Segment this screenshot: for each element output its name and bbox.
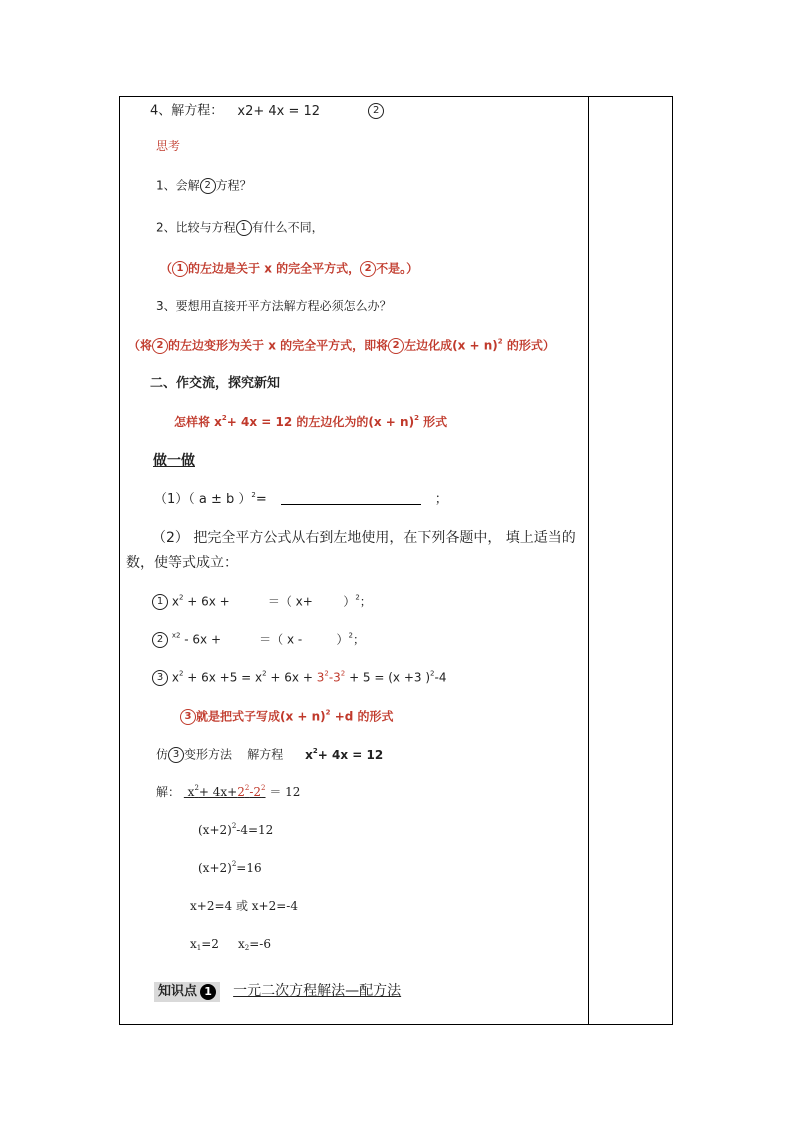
e3-red-a: 3 — [316, 670, 325, 685]
t1-text-a: 1、会解 — [156, 178, 200, 193]
practice-1 — [154, 492, 448, 506]
answer-2 — [128, 338, 555, 354]
sol3-b: =16 — [236, 861, 262, 875]
e1-sup: 2 — [178, 593, 184, 602]
t1-text-b: 方程？ — [215, 178, 252, 193]
p1-text-c: ； — [434, 492, 448, 507]
circled-2-icon: 2 — [360, 261, 376, 277]
sol5-b: =2 x — [201, 937, 245, 951]
circled-3-icon: 3 — [180, 709, 196, 725]
circled-1-icon: 1 — [152, 594, 168, 610]
e1-text-c: ； — [359, 594, 372, 609]
imitate-line — [156, 747, 383, 763]
thought-3: 3、要想用直接开平方法解方程必须怎么办？ — [156, 299, 392, 313]
e1-text-a: x — [171, 594, 179, 609]
exercise-1 — [152, 594, 372, 610]
e3n-sup: 2 — [325, 708, 331, 717]
solution-step-1 — [156, 785, 300, 798]
table-column-divider — [588, 96, 589, 1025]
solution-step-1-expr — [184, 785, 266, 799]
e3-text-e: -4 — [434, 670, 447, 685]
e3-text-a: x — [171, 670, 179, 685]
e3-red-b: -3 — [328, 670, 341, 685]
e3-red-sup: 2 — [324, 669, 329, 678]
a1-text-a: （ — [160, 261, 173, 276]
circled-1-icon: 1 — [236, 220, 252, 236]
t2-text-b: 有什么不同， — [251, 220, 324, 235]
answer-1 — [160, 261, 418, 277]
e1-sup-2: 2 — [355, 593, 360, 602]
circled-3-icon: 3 — [168, 747, 184, 763]
e1-text-b: + 6x + ＝（ x+ ） — [183, 594, 356, 609]
e3n-text-a: 就是把式子写成(x + n) — [196, 709, 326, 724]
p1-text-b: = — [255, 492, 267, 507]
section-2-heading: 二、作交流，探究新知 — [150, 376, 281, 391]
solution-step-2 — [198, 823, 273, 836]
a2-superscript: 2 — [497, 337, 503, 346]
knowledge-point-badge — [154, 982, 220, 1002]
exercise-2 — [152, 632, 365, 648]
sol1-sup: 2 — [194, 784, 199, 792]
sol2-sup: 2 — [231, 822, 237, 830]
q4-equation: x2+ 4x = 12 — [237, 103, 321, 119]
thought-2 — [156, 220, 324, 236]
circled-2-icon: 2 — [152, 632, 168, 648]
question-4 — [150, 103, 384, 119]
practice-2-line-1: （2） 把完全平方公式从右到左地使用，在下列各题中， 填上适当的 — [152, 530, 576, 546]
sol5-sub: 1 — [196, 944, 202, 952]
sol5-c: =-6 — [249, 937, 271, 951]
how-sup-2: 2 — [414, 414, 419, 422]
circled-2-icon: 2 — [388, 338, 404, 354]
answer-blank[interactable] — [281, 492, 421, 505]
how-question — [174, 415, 447, 428]
e3-sup-3: 2 — [430, 669, 435, 678]
imit-eq-a: x — [305, 747, 313, 762]
how-text-c: 形式 — [418, 415, 448, 429]
e3n-text-b: +d 的形式 — [330, 709, 394, 724]
circled-1-icon: 1 — [172, 261, 188, 277]
e3-sup-2: 2 — [262, 669, 267, 678]
sol5-sub-2: 2 — [244, 944, 250, 952]
a2-text-b: 的左边变形为关于 x 的完全平方式，即将 — [168, 338, 389, 353]
solution-label: 解： — [156, 785, 181, 799]
a2-text-a: （将 — [128, 338, 153, 353]
exercise-3-note — [180, 709, 394, 725]
e2-sup: x2 — [171, 631, 181, 640]
q4-prefix: 4、解方程： — [150, 103, 224, 119]
t2-text-a: 2、比较与方程 — [156, 220, 236, 235]
e3-sup: 2 — [178, 669, 184, 678]
circled-2-icon: 2 — [152, 338, 168, 354]
sol1-b: + 4x+ — [198, 785, 238, 799]
solution-step-4: x+2=4 或 x+2=-4 — [190, 899, 298, 913]
do-it-heading: 做一做 — [153, 453, 195, 469]
circled-2-icon: 2 — [368, 103, 384, 119]
sol3-a: (x+2) — [198, 861, 232, 875]
a1-text-c: 不是。） — [376, 261, 419, 276]
solution-step-3 — [198, 861, 262, 874]
how-text-a: 怎样将 x — [174, 415, 222, 429]
sol1-red: 2 — [237, 785, 245, 799]
number-1-icon: 1 — [200, 984, 216, 1000]
e2-sup-2: 2 — [348, 631, 354, 640]
circled-2-icon: 2 — [200, 178, 216, 194]
sol1-c: ＝ 12 — [265, 785, 301, 799]
imit-eq-b: + 4x = 12 — [317, 747, 384, 762]
sol2-b: -4=12 — [236, 823, 274, 837]
think-label: 思考 — [156, 139, 181, 153]
how-text-b: + 4x = 12 的左边化为的(x + n) — [226, 415, 415, 429]
e2-text-c: ； — [353, 632, 366, 647]
e3-text-c: + 6x + — [266, 670, 317, 685]
sol1-red-sup-2: 2 — [261, 784, 266, 792]
sol3-sup: 2 — [231, 860, 237, 868]
e3-text-d: + 5 = (x +3 ) — [345, 670, 431, 685]
a2-text-d: 的形式） — [502, 338, 555, 353]
exercise-3 — [152, 670, 446, 686]
circled-3-icon: 3 — [152, 670, 168, 686]
knowledge-point-title: 一元二次方程解法—配方法 — [233, 983, 402, 999]
imit-sup: 2 — [312, 746, 318, 755]
solution-step-5 — [190, 938, 271, 952]
p1-sup: 2 — [251, 491, 256, 499]
sol1-a: x — [183, 785, 195, 799]
p1-text-a: （1）（ a ± b ） — [154, 492, 252, 507]
e2-text-b: - 6x + ＝（ x - ） — [180, 632, 349, 647]
practice-2-line-2: 数，使等式成立： — [126, 555, 238, 571]
sol1-red-b: -2 — [249, 785, 262, 799]
sol2-a: (x+2) — [198, 823, 232, 837]
imit-text-b: 变形方法 解方程 — [184, 747, 284, 762]
a1-text-b: 的左边是关于 x 的完全平方式， — [188, 261, 361, 276]
e3-text-b: + 6x +5 = x — [183, 670, 263, 685]
how-sup-1: 2 — [221, 414, 227, 422]
thought-1 — [156, 178, 252, 194]
a2-text-c: 左边化成(x + n) — [404, 338, 498, 353]
sol5-a: x — [190, 937, 197, 951]
knowledge-point — [154, 982, 401, 1002]
kp-label: 知识点 — [158, 984, 198, 999]
imit-text-a: 仿 — [156, 747, 169, 762]
imit-equation — [305, 748, 383, 762]
e3-red-sup-2: 2 — [340, 669, 346, 678]
sol1-red-sup: 2 — [244, 784, 250, 792]
